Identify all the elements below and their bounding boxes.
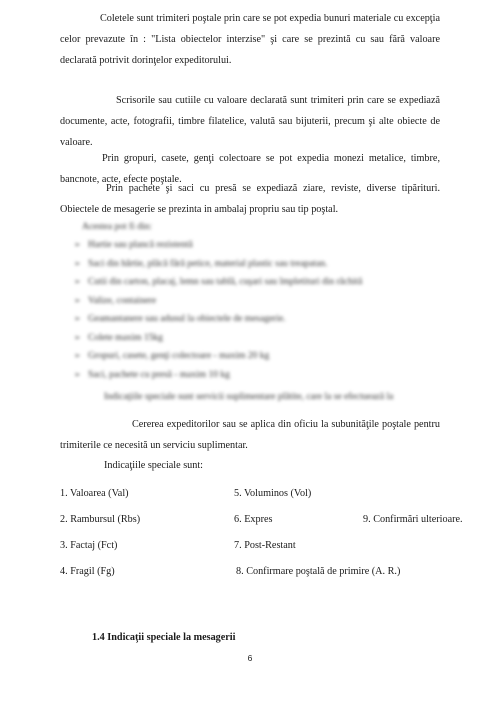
page-number: 6	[247, 653, 253, 663]
indication-item: 9. Confirmări ulterioare.	[363, 514, 463, 525]
indication-item: 1. Valoarea (Val)	[60, 488, 129, 499]
list-item: ➢ Saci din hârtie, plăcă fără petice, material plastic sau treapatan.	[74, 255, 362, 274]
arrow-bullet-icon: ➢	[74, 240, 81, 249]
list-item: ➢ Valize, containere	[74, 292, 362, 311]
arrow-bullet-icon: ➢	[74, 295, 81, 305]
blurred-list-heading: Acestea pot fi din:	[82, 222, 152, 232]
paragraph-cererea: Cererea expeditorilor sau se aplica din oficiu la subunităţile poştale pentru trimiterile ce necesită un serviciu suplimentar.	[60, 419, 440, 451]
indication-item: 3. Factaj (Fct)	[60, 540, 118, 551]
arrow-bullet-icon: ➢	[74, 369, 81, 379]
list-item: ➢ Hartie sau plancă rezistentă	[74, 236, 362, 255]
arrow-bullet-icon: ➢	[74, 351, 81, 360]
indication-item: 5. Voluminos (Vol)	[234, 488, 312, 499]
indication-item: 6. Expres	[234, 514, 273, 525]
indication-item: 7. Post-Restant	[234, 540, 296, 551]
list-item: ➢ Cutii din carton, placaj, lemn sau tablă, cuşari sau împletituri din răchită	[74, 273, 362, 292]
indication-item: 8. Confirmare poştală de primire (A. R.)	[236, 566, 401, 577]
blurred-packaging-list	[60, 222, 440, 412]
indication-item: 4. Fragil (Fg)	[60, 566, 115, 577]
blurred-list-footer: Indicaţiile speciale sunt servicii suplimentare plătite, care la se efectuează la	[104, 392, 394, 402]
paragraph-colete: Coletele sunt trimiteri poştale prin care se pot expedia bunuri materiale cu excepţia celor prevazute în : "Lista obiectelor interzise" şi care se prezintă cu sau fără valoare declarată potrivit dorinţelor expeditorului.	[60, 13, 440, 66]
indications-intro: Indicaţiile speciale sunt:	[104, 460, 204, 471]
arrow-bullet-icon: ➢	[74, 258, 81, 268]
paragraph-pachete: Prin pachete şi saci cu presă se expediază ziare, reviste, diverse tipărituri. Obiectele de mesagerie se prezinta in ambalaj propriu sau tip poştal.	[60, 183, 440, 215]
list-item: ➢ Saci, pachete cu presă - maxim 10 kg	[74, 366, 362, 385]
list-item: ➢ Gropuri, casete, genţi colectoare - maxim 20 kg	[74, 347, 362, 366]
list-item: ➢ Colete maxim 15kg	[74, 329, 362, 348]
section-heading: 1.4 Indicaţii speciale la mesagerii	[92, 632, 236, 643]
indication-item: 2. Rambursul (Rbs)	[60, 514, 141, 525]
packaging-list	[74, 236, 362, 384]
arrow-bullet-icon: ➢	[74, 314, 81, 323]
arrow-bullet-icon: ➢	[74, 277, 81, 286]
arrow-bullet-icon: ➢	[74, 332, 81, 342]
list-item: ➢ Geamantanere sau adusul la obiectele de mesagerie.	[74, 310, 362, 329]
paragraph-scrisori: Scrisorile sau cutiile cu valoare declarată sunt trimiteri prin care se expediază documente, acte, fotografii, timbre filatelice, valută sau bijuterii, precum şi alte obiecte de valoare.	[60, 95, 440, 148]
paragraph-gropuri: Prin gropuri, casete, genţi colectoare se pot expedia monezi metalice, timbre, bancnote, acte, efecte poştale.	[60, 153, 440, 185]
